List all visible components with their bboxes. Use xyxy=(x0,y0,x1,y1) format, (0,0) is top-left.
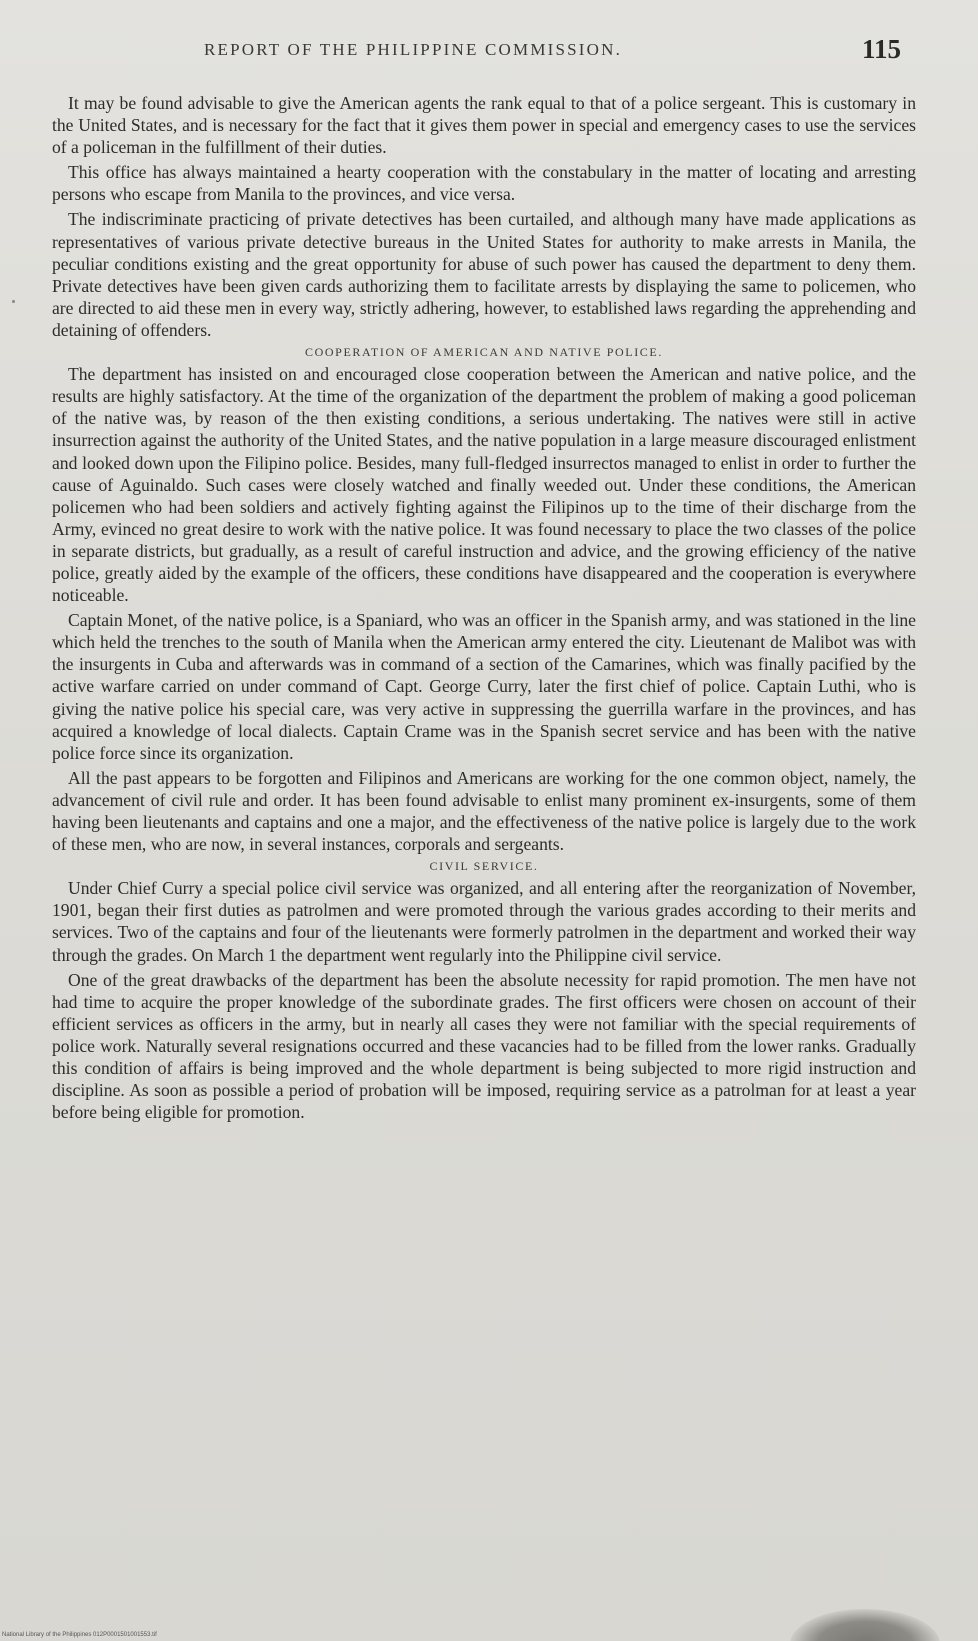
paragraph: Captain Monet, of the native police, is a Spaniard, who was an officer in the Spanish army, and was stationed in the line which held the trenches to the south of Manila when the American army entered the city. Lieutenant de Malibot was with the insurgents in Cuba and afterwards was in command of a section of the Camarines, which was finally pacified by the active warfare carried on under command of Capt. George Curry, later the first chief of police. Captain Luthi, who is giving the native police his special care, was very active in suppressing the guerrilla warfare in the provinces, and has acquired a knowledge of local dialects. Captain Crame was in the Spanish secret service and has been with the native police force since its organization. xyxy=(52,610,916,763)
paragraph: This office has always maintained a hearty cooperation with the constabulary in the matter of locating and arresting persons who escape from Manila to the provinces, and vice versa. xyxy=(52,162,916,205)
page-header xyxy=(0,34,978,74)
section-heading: COOPERATION OF AMERICAN AND NATIVE POLICE. xyxy=(305,345,663,360)
scan-blot xyxy=(790,1609,940,1641)
paragraph: It may be found advisable to give the American agents the rank equal to that of a police sergeant. This is customary in the United States, and is necessary for the fact that it gives them power in special and emergency cases to use the services of a policeman in the fulfillment of their duties. xyxy=(52,93,916,158)
paragraph: The indiscriminate practicing of private detectives has been curtailed, and although many have made applications as representatives of various private detective bureaus in the United States for authority to make arrests in Manila, the peculiar conditions existing and the great opportunity for abuse of such power has caused the department to deny them. Private detectives have been given cards authorizing them to facilitate arrests by displaying the same to policemen, who are directed to aid these men in every way, strictly adhering, however, to established laws regarding the apprehending and detaining of offenders. xyxy=(52,209,916,340)
section-heading: CIVIL SERVICE. xyxy=(429,859,539,874)
scan-footer-note: National Library of the Philippines 012P0001501001553.tif xyxy=(2,1632,157,1638)
scan-speck xyxy=(12,300,15,303)
page-number: 115 xyxy=(862,34,902,64)
paragraph: The department has insisted on and encouraged close cooperation between the American and native police, and the results are highly satisfactory. At the time of the organization of the department the problem of making a good policeman of the native was, by reason of the then existing conditions, a serious undertaking. The natives were still in active insurrection against the authority of the United States, and the native population in a large measure discouraged enlistment and looked down upon the Filipino police. Besides, many full-fledged insurrectos managed to enlist in order to further the cause of Aguinaldo. Such cases were closely watched and finally weeded out. Under these conditions, the American policemen who had been soldiers and actively fighting against the Filipinos up to the time of their discharge from the Army, evinced no great desire to work with the native police. It was found necessary to place the two classes of the police in separate districts, but gradually, as a result of careful instruction and advice, and the growing efficiency of the native police, greatly aided by the example of the officers, these conditions have disappeared and the cooperation is everywhere noticeable. xyxy=(52,364,916,606)
paragraph: Under Chief Curry a special police civil service was organized, and all entering after the reorganization of November, 1901, began their first duties as patrolmen and were promoted through the various grades according to their merits and services. Two of the captains and four of the lieutenants were formerly patrolmen in the department and worked their way through the grades. On March 1 the department went regularly into the Philippine civil service. xyxy=(52,878,916,965)
body-text xyxy=(52,92,916,1123)
paragraph: All the past appears to be forgotten and Filipinos and Americans are working for the one common object, namely, the advancement of civil rule and order. It has been found advisable to enlist many prominent ex-insurgents, some of them having been lieutenants and captains and one a major, and the effectiveness of the native police is largely due to the work of these men, who are now, in several instances, corporals and sergeants. xyxy=(52,767,916,855)
paragraph: One of the great drawbacks of the department has been the absolute necessity for rapid promotion. The men have not had time to acquire the proper knowledge of the subordinate grades. The first officers were chosen on account of their efficient services as officers in the army, but in nearly all cases they were not familiar with the special requirements of police work. Naturally several resignations occurred and these vacancies had to be filled from the lower ranks. Gradually this condition of affairs is being improved and the whole department is being subjected to more rigid instruction and discipline. As soon as possible a period of probation will be imposed, requiring service as a patrolman for at least a year before being eligible for promotion. xyxy=(52,969,916,1123)
running-head: REPORT OF THE PHILIPPINE COMMISSION. xyxy=(204,40,623,59)
